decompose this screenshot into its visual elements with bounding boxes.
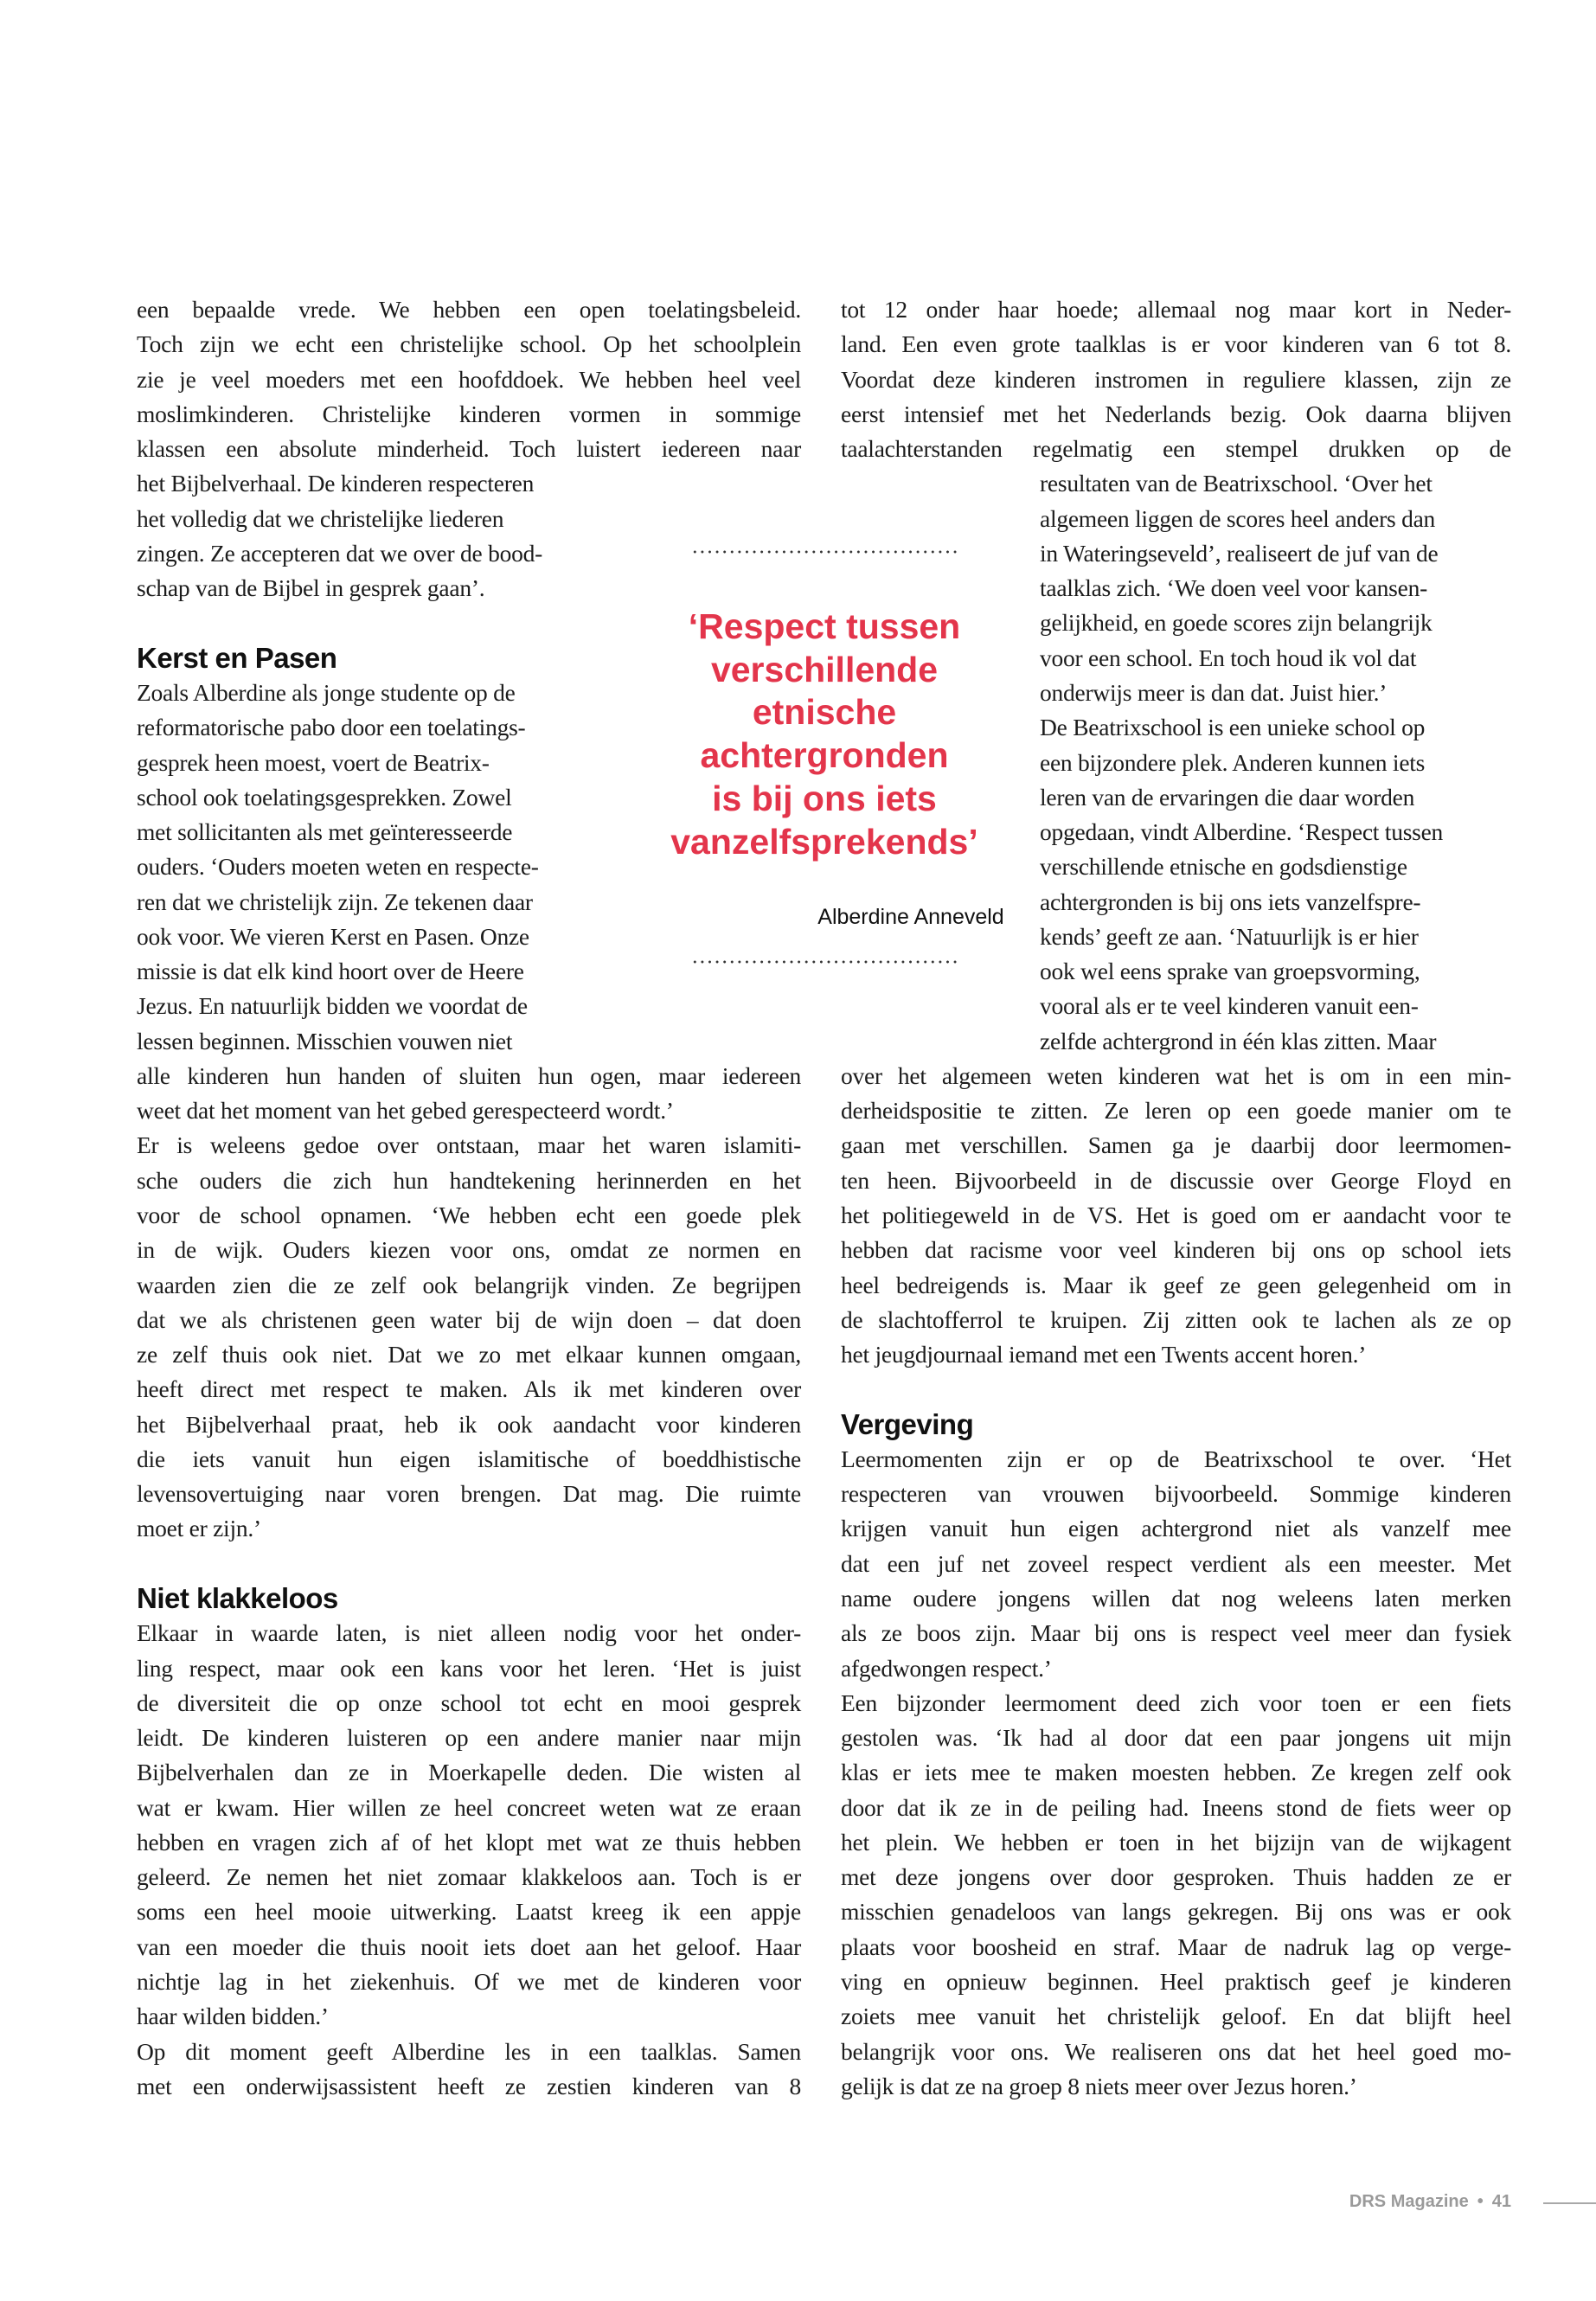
body-text-line: in Wateringseveld’, realiseert de juf van de <box>1040 539 1439 567</box>
body-text-line: van een moeder die thuis nooit iets doet aan het geloof. Haar <box>137 1932 801 1960</box>
body-text-line: Leermomenten zijn er op de Beatrixschool te over. ‘Het <box>841 1445 1511 1472</box>
body-text-line: resultaten van de Beatrixschool. ‘Over het <box>1040 470 1433 497</box>
body-text-line: Toch zijn we echt een christelijke school. Op het schoolplein <box>137 330 801 358</box>
body-text-line: zoiets mee vanuit het christelijk geloof. En dat blijft heel <box>841 2003 1511 2030</box>
body-text-line: gesprek heen moest, voert de Beatrix- <box>137 748 490 776</box>
body-text-line: het jeugdjournaal iemand met een Twents accent horen.’ <box>841 1341 1367 1368</box>
body-text-line: soms een heel mooie uitwerking. Laatst kreeg ik een appje <box>137 1898 801 1926</box>
body-text-line: school ook toelatingsgesprekken. Zowel <box>137 783 512 811</box>
body-text-line: gelijk is dat ze na groep 8 niets meer over Jezus horen.’ <box>841 2072 1357 2099</box>
body-text-line: verschillende etnische en godsdienstige <box>1040 853 1407 881</box>
body-text-line: voor de school opnamen. ‘We hebben echt een goede plek <box>137 1202 801 1229</box>
body-text-line: ten heen. Bijvoorbeeld in de discussie over George Floyd en <box>841 1166 1511 1194</box>
body-text-line: waarden zien die ze zelf ook belangrijk vinden. Ze begrijpen <box>137 1271 801 1298</box>
body-text-line: een bijzondere plek. Anderen kunnen iets <box>1040 748 1426 776</box>
body-text-line: klas er iets mee te maken moesten hebben. Ze kregen zelf ook <box>841 1759 1511 1786</box>
body-text-line: eerst intensief met het Nederlands bezig. Ook daarna blijven <box>841 400 1511 427</box>
body-text-line: in de wijk. Ouders kiezen voor ons, omdat ze normen en <box>137 1236 801 1264</box>
magazine-name: DRS Magazine <box>1349 2192 1469 2211</box>
body-text-line: wat er kwam. Hier willen ze heel concreet weten wat ze eraan <box>137 1793 801 1821</box>
body-text-line: land. Een even grote taalklas is er voor kinderen van 6 tot 8. <box>841 330 1511 358</box>
body-text-line: heeft direct met respect te maken. Als ik met kinderen over <box>137 1375 801 1403</box>
body-text-line: hebben en vragen zich af of het klopt met wat ze thuis hebben <box>137 1828 801 1856</box>
body-text-line: het Bijbelverhaal praat, heb ik ook aandacht voor kinderen <box>137 1410 801 1438</box>
body-text-line: het politiegeweld in de VS. Het is goed om er aandacht voor te <box>841 1202 1511 1229</box>
body-text-line: reformatorische pabo door een toelatings- <box>137 714 526 741</box>
body-text-line: afgedwongen respect.’ <box>841 1654 1052 1682</box>
body-text-line: Elkaar in waarde laten, is niet alleen nodig voor het onder- <box>137 1619 801 1647</box>
pull-quote-line: is bij ons iets <box>712 778 937 818</box>
body-text-line: taalachterstanden regelmatig een stempel drukken op de <box>841 435 1511 463</box>
footer-rule <box>1543 2202 1596 2204</box>
body-text-line: de slachtofferrol te kruipen. Zij zitten ook te lachen als ze op <box>841 1305 1511 1333</box>
body-text-line: tot 12 onder haar hoede; allemaal nog maar kort in Neder- <box>841 296 1511 323</box>
body-text-line: ren dat we christelijk zijn. Ze tekenen daar <box>137 888 533 915</box>
body-text-line: heel bedreigends is. Maar ik geef ze geen gelegenheid om in <box>841 1271 1511 1298</box>
body-text-line: leren van de ervaringen die daar worden <box>1040 783 1415 811</box>
body-text-line: Voordat deze kinderen instromen in reguliere klassen, zijn ze <box>841 365 1511 393</box>
body-text-line: leidt. De kinderen luisteren op een andere manier naar mijn <box>137 1724 801 1752</box>
body-text-line: moet er zijn.’ <box>137 1515 261 1542</box>
body-text-line: als ze boos zijn. Maar bij ons is respect veel meer dan fysiek <box>841 1619 1511 1647</box>
body-text-line: het plein. We hebben er toen in het bijzijn van de wijkagent <box>841 1828 1511 1856</box>
body-text-line: alle kinderen hun handen of sluiten hun ogen, maar iedereen <box>137 1061 801 1089</box>
body-text-line: opgedaan, vindt Alberdine. ‘Respect tussen <box>1040 818 1444 846</box>
pull-quote-top-divider <box>691 550 958 554</box>
body-text-line: moslimkinderen. Christelijke kinderen vormen in sommige <box>137 400 801 427</box>
body-text-line: geleerd. Ze nemen het niet zomaar klakkeloos aan. Toch is er <box>137 1863 801 1891</box>
pull-quote-bottom-divider <box>691 960 958 964</box>
body-text-line: gaan met verschillen. Samen ga je daarbij door leermomen- <box>841 1131 1511 1159</box>
body-text-line: levensovertuiging naar voren brengen. Dat mag. Die ruimte <box>137 1480 801 1508</box>
footer-separator: • <box>1477 2192 1484 2211</box>
body-text-line: onderwijs meer is dan dat. Juist hier.’ <box>1040 678 1388 706</box>
body-text-line: ling respect, maar ook een kans voor het leren. ‘Het is juist <box>137 1654 801 1682</box>
body-text-line: zelfde achtergrond in één klas zitten. Maar <box>1040 1027 1437 1054</box>
pull-quote-line: achtergronden <box>700 735 949 776</box>
body-text-line: Zoals Alberdine als jonge studente op de <box>137 678 516 706</box>
section-heading: Kerst en Pasen <box>137 641 337 674</box>
body-text-line: derheidspositie te zitten. Ze leren op een goede manier om te <box>841 1097 1511 1125</box>
body-text-line: zingen. Ze accepteren dat we over de bood- <box>137 539 542 567</box>
body-text-line: dat een juf net zoveel respect verdient als een meester. Met <box>841 1549 1511 1577</box>
body-text-line: met een onderwijsassistent heeft ze zestien kinderen van 8 <box>137 2072 801 2099</box>
body-text-line: een bepaalde vrede. We hebben een open toelatingsbeleid. <box>137 296 801 323</box>
pull-quote-line: ‘Respect tussen <box>688 606 961 646</box>
pull-quote-attribution: Alberdine Anneveld <box>817 905 1004 929</box>
body-text-line: gelijkheid, en goede scores zijn belangrijk <box>1040 609 1433 637</box>
body-text-line: ving en opnieuw beginnen. Heel praktisch geef je kinderen <box>841 1967 1511 1995</box>
body-text-line: Jezus. En natuurlijk bidden we voordat de <box>137 992 528 1020</box>
body-text-line: ze zelf thuis ook niet. Dat we zo met elkaar kunnen omgaan, <box>137 1341 801 1368</box>
body-text-line: belangrijk voor ons. We realiseren ons dat het heel goed mo- <box>841 2037 1511 2065</box>
body-text-line: achtergronden is bij ons iets vanzelfspre- <box>1040 888 1421 915</box>
body-text-line: Bijbelverhalen dan ze in Moerkapelle deden. Die wisten al <box>137 1759 801 1786</box>
body-text-line: Een bijzonder leermoment deed zich voor toen er een fiets <box>841 1689 1511 1716</box>
body-text-line: over het algemeen weten kinderen wat het is om in een min- <box>841 1061 1511 1089</box>
body-text-line: nichtje lag in het ziekenhuis. Of we met de kinderen voor <box>137 1967 801 1995</box>
body-text-line: ouders. ‘Ouders moeten weten en respecte- <box>137 853 539 881</box>
page-number: 41 <box>1491 2192 1511 2211</box>
body-text-line: algemeen liggen de scores heel anders dan <box>1040 504 1436 532</box>
page-footer <box>1298 2187 1511 2216</box>
body-text-line: haar wilden bidden.’ <box>137 2003 329 2030</box>
body-text-line: missie is dat elk kind hoort over de Heere <box>137 958 524 985</box>
body-text-line: hebben dat racisme voor veel kinderen bij ons op school iets <box>841 1236 1511 1264</box>
body-text-line: De Beatrixschool is een unieke school op <box>1040 714 1426 741</box>
body-text-line: weet dat het moment van het gebed gerespecteerd wordt.’ <box>137 1097 674 1125</box>
body-text-line: met sollicitanten als met geïnteresseerde <box>137 818 513 846</box>
section-heading: Niet klakkeloos <box>137 1581 338 1614</box>
pull-quote-line: verschillende <box>710 649 939 689</box>
body-text-line: krijgen vanuit hun eigen achtergrond niet als vanzelf mee <box>841 1515 1511 1542</box>
body-text-line: ook voor. We vieren Kerst en Pasen. Onze <box>137 922 529 950</box>
body-text-line: lessen beginnen. Misschien vouwen niet <box>137 1027 513 1054</box>
body-text-line: het volledig dat we christelijke liederen <box>137 504 504 532</box>
body-text-line: Op dit moment geeft Alberdine les in een taalklas. Samen <box>137 2037 801 2065</box>
body-text-line: respecteren van vrouwen bijvoorbeeld. Sommige kinderen <box>841 1480 1511 1508</box>
body-text-line: Er is weleens gedoe over ontstaan, maar het waren islamiti- <box>137 1131 801 1159</box>
body-text-line: sche ouders die zich hun handtekening herinnerden en het <box>137 1166 801 1194</box>
body-text-line: die iets vanuit hun eigen islamitische of boeddhistische <box>137 1445 801 1472</box>
body-text-line: name oudere jongens willen dat nog weleens laten merken <box>841 1584 1511 1612</box>
body-text-line: door dat ik ze in de peiling had. Ineens stond de fiets weer op <box>841 1793 1511 1821</box>
body-text-line: de diversiteit die op onze school tot echt en mooi gesprek <box>137 1689 801 1716</box>
body-text-line: klassen een absolute minderheid. Toch luistert iedereen naar <box>137 435 801 463</box>
body-text-line: het Bijbelverhaal. De kinderen respecteren <box>137 470 535 497</box>
pull-quote-line: etnische <box>752 692 897 733</box>
body-text-line: taalklas zich. ‘We doen veel voor kansen- <box>1040 574 1427 602</box>
body-text-line: voor een school. En toch houd ik vol dat <box>1040 644 1417 671</box>
body-text-line: met deze jongens over door gesproken. Thuis hadden ze er <box>841 1863 1511 1891</box>
body-text-line: zie je veel moeders met een hoofddoek. We hebben heel veel <box>137 365 801 393</box>
pull-quote-line: vanzelfsprekends’ <box>670 821 978 862</box>
body-text-line: dat we als christenen geen water bij de wijn doen – dat doen <box>137 1305 801 1333</box>
body-text-line: plaats voor boosheid en straf. Maar de nadruk lag op verge- <box>841 1932 1511 1960</box>
body-text-line: gestolen was. ‘Ik had al door dat een paar jongens uit mijn <box>841 1724 1511 1752</box>
section-heading: Vergeving <box>841 1407 974 1440</box>
body-text-line: schap van de Bijbel in gesprek gaan’. <box>137 574 485 602</box>
body-text-line: vooral als er te veel kinderen vanuit een- <box>1040 992 1419 1020</box>
body-text-line: ook wel eens sprake van groepsvorming, <box>1040 958 1420 985</box>
body-text-line: misschien genadeloos van langs gekregen. Bij ons was er ook <box>841 1898 1511 1926</box>
pull-quote <box>565 606 1084 863</box>
body-text-line: kends’ geeft ze aan. ‘Natuurlijk is er hier <box>1040 922 1419 950</box>
